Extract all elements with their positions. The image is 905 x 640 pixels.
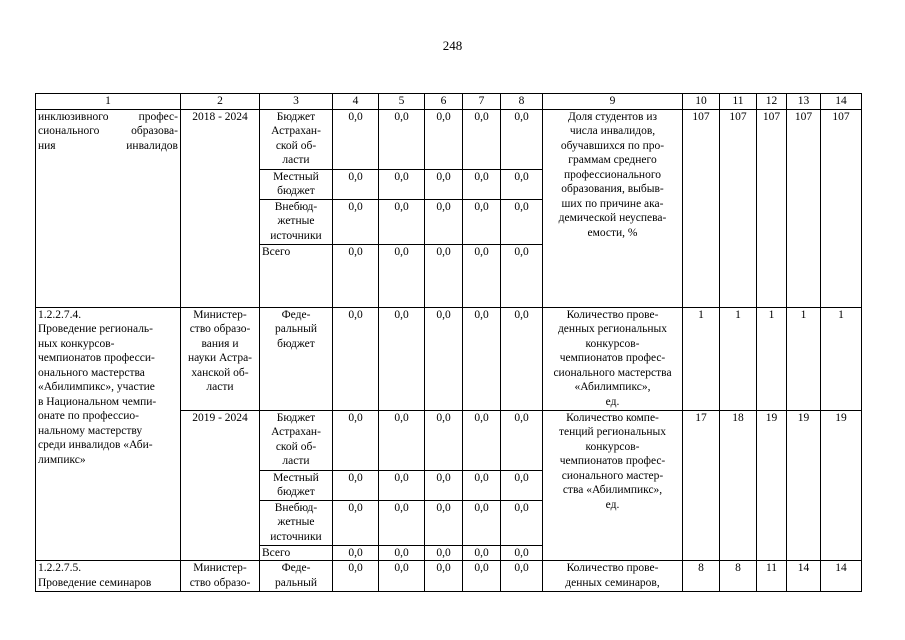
target-cell: 1 (821, 307, 862, 410)
cell-line: Проведение региональ- (38, 323, 154, 335)
value-cell: 0,0 (425, 169, 463, 199)
value-cell: 0,0 (463, 500, 501, 545)
value-cell: 0,0 (379, 307, 425, 410)
target-cell: 19 (787, 410, 821, 561)
value-cell: 0,0 (333, 244, 379, 307)
cell-line: науки Астра- (187, 352, 252, 364)
table-row (36, 561, 862, 592)
target-cell: 107 (787, 109, 821, 307)
table-row (36, 109, 862, 169)
value-cell: 0,0 (379, 545, 425, 561)
column-header: 6 (425, 94, 463, 110)
value-cell: 0,0 (463, 410, 501, 470)
column-header: 1 (36, 94, 181, 110)
cell-line: сионального мастерства (553, 366, 672, 379)
cell-line: чемпионатов професси- (38, 352, 155, 364)
cell-line: чемпионатов профес- (559, 352, 666, 364)
value-cell: 0,0 (463, 545, 501, 561)
target-cell: 107 (821, 109, 862, 307)
cell-line: инклюзивного профес- (38, 110, 178, 123)
source-cell (260, 199, 333, 244)
cell-line: нальному мастерству (38, 424, 143, 437)
cell-line: ния инвалидов (38, 139, 178, 152)
column-header: 13 (787, 94, 821, 110)
cell-line: в Национальном чемпи- (38, 395, 157, 408)
source-cell (260, 500, 333, 545)
cell-line: Астрахан- (271, 125, 321, 137)
cell-line: образования, выбыв- (561, 183, 664, 195)
cell-line: Феде- (281, 562, 311, 574)
cell-line: Количество прове- (566, 562, 659, 574)
value-cell: 0,0 (333, 199, 379, 244)
target-cell: 8 (720, 561, 757, 592)
cell-line: Бюджет (276, 110, 316, 123)
value-cell: 0,0 (501, 470, 543, 500)
cell-line: денных семинаров, (565, 576, 660, 589)
cell-line: бюджет (277, 486, 315, 498)
value-cell: 0,0 (333, 470, 379, 500)
value-cell: 0,0 (463, 169, 501, 199)
cell-line: ской об- (275, 440, 317, 453)
value-cell: 0,0 (463, 244, 501, 307)
cell-line: Астрахан- (271, 426, 321, 438)
program-table (35, 93, 862, 592)
cell-line: тенций региональных (558, 426, 667, 438)
target-cell: 107 (757, 109, 787, 307)
cell-line: Министер- (193, 562, 247, 574)
indicator-cell (543, 307, 683, 410)
value-cell: 0,0 (379, 109, 425, 169)
value-cell: 0,0 (333, 109, 379, 169)
indicator-cell (543, 561, 683, 592)
source-cell (260, 470, 333, 500)
table-row (36, 307, 862, 410)
value-cell: 0,0 (333, 545, 379, 561)
cell-line: онате по профессио- (38, 410, 139, 422)
value-cell: 0,0 (501, 500, 543, 545)
target-cell: 19 (821, 410, 862, 561)
target-cell: 14 (787, 561, 821, 592)
cell-line: источники (270, 530, 322, 543)
cell-line: чемпионатов профес- (559, 455, 666, 467)
value-cell: 0,0 (333, 169, 379, 199)
executor-cell (181, 307, 260, 410)
column-header: 2 (181, 94, 260, 110)
cell-line: ласти (206, 381, 234, 393)
column-header: 8 (501, 94, 543, 110)
cell-line: ство образо- (189, 323, 251, 335)
cell-line: источники (270, 229, 322, 242)
column-header: 9 (543, 94, 683, 110)
header-row (36, 94, 862, 110)
value-cell: 0,0 (463, 199, 501, 244)
cell-line: жетные (277, 215, 315, 227)
cell-line: «Абилимпикс», участие (38, 381, 155, 393)
cell-line: жетные (277, 516, 315, 528)
target-cell: 107 (683, 109, 720, 307)
cell-line: ханской об- (191, 366, 249, 379)
value-cell: 0,0 (425, 545, 463, 561)
value-cell: 0,0 (379, 410, 425, 470)
column-header: 3 (260, 94, 333, 110)
cell-line: обучавшихся по про- (560, 139, 665, 152)
value-cell: 0,0 (379, 244, 425, 307)
cell-line: Местный (273, 170, 319, 183)
cell-line: граммам среднего (568, 154, 657, 166)
source-cell (260, 545, 333, 561)
cell-line: ных конкурсов- (38, 337, 115, 350)
value-cell: 0,0 (463, 307, 501, 410)
value-cell: 0,0 (463, 109, 501, 169)
value-cell: 0,0 (425, 500, 463, 545)
column-header: 10 (683, 94, 720, 110)
value-cell: 0,0 (379, 199, 425, 244)
column-header: 12 (757, 94, 787, 110)
target-cell: 11 (757, 561, 787, 592)
cell-line: сионального образова- (38, 125, 178, 137)
cell-line: Местный (273, 471, 319, 484)
cell-line: Внебюд- (274, 501, 318, 514)
value-cell: 0,0 (501, 410, 543, 470)
cell-line: ральный (275, 576, 317, 589)
cell-line: ской об- (275, 139, 317, 152)
value-cell: 0,0 (501, 307, 543, 410)
cell-line: ед. (605, 498, 620, 511)
target-cell: 19 (757, 410, 787, 561)
cell-line: Количество компе- (566, 411, 659, 424)
target-cell: 14 (821, 561, 862, 592)
value-cell: 0,0 (425, 410, 463, 470)
value-cell: 0,0 (333, 410, 379, 470)
source-cell (260, 169, 333, 199)
cell-line: бюджет (277, 337, 315, 350)
target-cell: 1 (720, 307, 757, 410)
cell-line: Доля студентов из (567, 110, 658, 123)
period-cell: 2018 - 2024 (181, 109, 260, 307)
cell-line: «Абилимпикс», (574, 381, 651, 393)
value-cell: 0,0 (333, 500, 379, 545)
value-cell: 0,0 (379, 561, 425, 592)
indicator-cell (543, 410, 683, 561)
source-cell (260, 109, 333, 169)
page-number: 248 (442, 38, 463, 53)
cell-line: вания и (201, 337, 239, 350)
value-cell: 0,0 (379, 169, 425, 199)
value-cell: 0,0 (463, 561, 501, 592)
value-cell: 0,0 (425, 199, 463, 244)
cell-line: Количество прове- (566, 308, 659, 321)
activity-cell (36, 307, 181, 561)
target-cell: 18 (720, 410, 757, 561)
target-cell: 17 (683, 410, 720, 561)
column-header: 4 (333, 94, 379, 110)
value-cell: 0,0 (425, 307, 463, 410)
indicator-cell (543, 109, 683, 307)
cell-line: Министер- (193, 308, 247, 321)
cell-line: конкурсов- (585, 337, 640, 350)
cell-line: ласти (282, 154, 310, 166)
cell-line: 1.2.2.7.5. (38, 562, 82, 574)
value-cell: 0,0 (333, 307, 379, 410)
period-cell: 2019 - 2024 (181, 410, 260, 561)
cell-line: ших по причине ака- (561, 197, 664, 210)
target-cell: 1 (683, 307, 720, 410)
column-header: 5 (379, 94, 425, 110)
value-cell: 0,0 (425, 109, 463, 169)
cell-line: 1.2.2.7.4. (38, 308, 82, 321)
cell-line: емости, % (587, 226, 638, 239)
value-cell: 0,0 (379, 500, 425, 545)
executor-cell (181, 561, 260, 592)
value-cell: 0,0 (501, 169, 543, 199)
cell-line: Всего (262, 546, 291, 559)
cell-line: числа инвалидов, (569, 125, 656, 137)
cell-line: денных региональных (557, 323, 668, 335)
value-cell: 0,0 (463, 470, 501, 500)
value-cell: 0,0 (501, 244, 543, 307)
target-cell: 107 (720, 109, 757, 307)
cell-line: Внебюд- (274, 200, 318, 213)
value-cell: 0,0 (501, 561, 543, 592)
target-cell: 1 (757, 307, 787, 410)
value-cell: 0,0 (333, 561, 379, 592)
column-header: 11 (720, 94, 757, 110)
value-cell: 0,0 (425, 470, 463, 500)
cell-line: ласти (282, 455, 310, 467)
value-cell: 0,0 (501, 109, 543, 169)
cell-line: Всего (262, 245, 291, 258)
cell-line: Бюджет (276, 411, 316, 424)
cell-line: Феде- (281, 308, 311, 321)
value-cell: 0,0 (501, 545, 543, 561)
value-cell: 0,0 (425, 561, 463, 592)
target-cell: 1 (787, 307, 821, 410)
target-cell: 8 (683, 561, 720, 592)
value-cell: 0,0 (501, 199, 543, 244)
cell-line: онального мастерства (38, 366, 145, 379)
cell-line: ство образо- (189, 576, 251, 589)
cell-line: ральный (275, 323, 317, 335)
activity-cell (36, 561, 181, 592)
cell-line: ства «Абилимпикс», (562, 484, 663, 496)
source-cell (260, 410, 333, 470)
cell-line: конкурсов- (585, 440, 640, 453)
cell-line: ед. (605, 395, 620, 408)
cell-line: Проведение семинаров (38, 576, 152, 589)
source-cell (260, 307, 333, 410)
value-cell: 0,0 (425, 244, 463, 307)
cell-line: среди инвалидов «Аби- (38, 439, 153, 451)
cell-line: бюджет (277, 185, 315, 197)
cell-line: лимпикс» (38, 453, 86, 466)
column-header: 7 (463, 94, 501, 110)
value-cell: 0,0 (379, 470, 425, 500)
cell-line: профессионального (563, 168, 662, 181)
source-cell (260, 244, 333, 307)
source-cell (260, 561, 333, 592)
cell-line: демической неуспева- (558, 212, 667, 224)
cell-line: сионального мастер- (561, 469, 664, 482)
column-header: 14 (821, 94, 862, 110)
activity-cell (36, 109, 181, 307)
